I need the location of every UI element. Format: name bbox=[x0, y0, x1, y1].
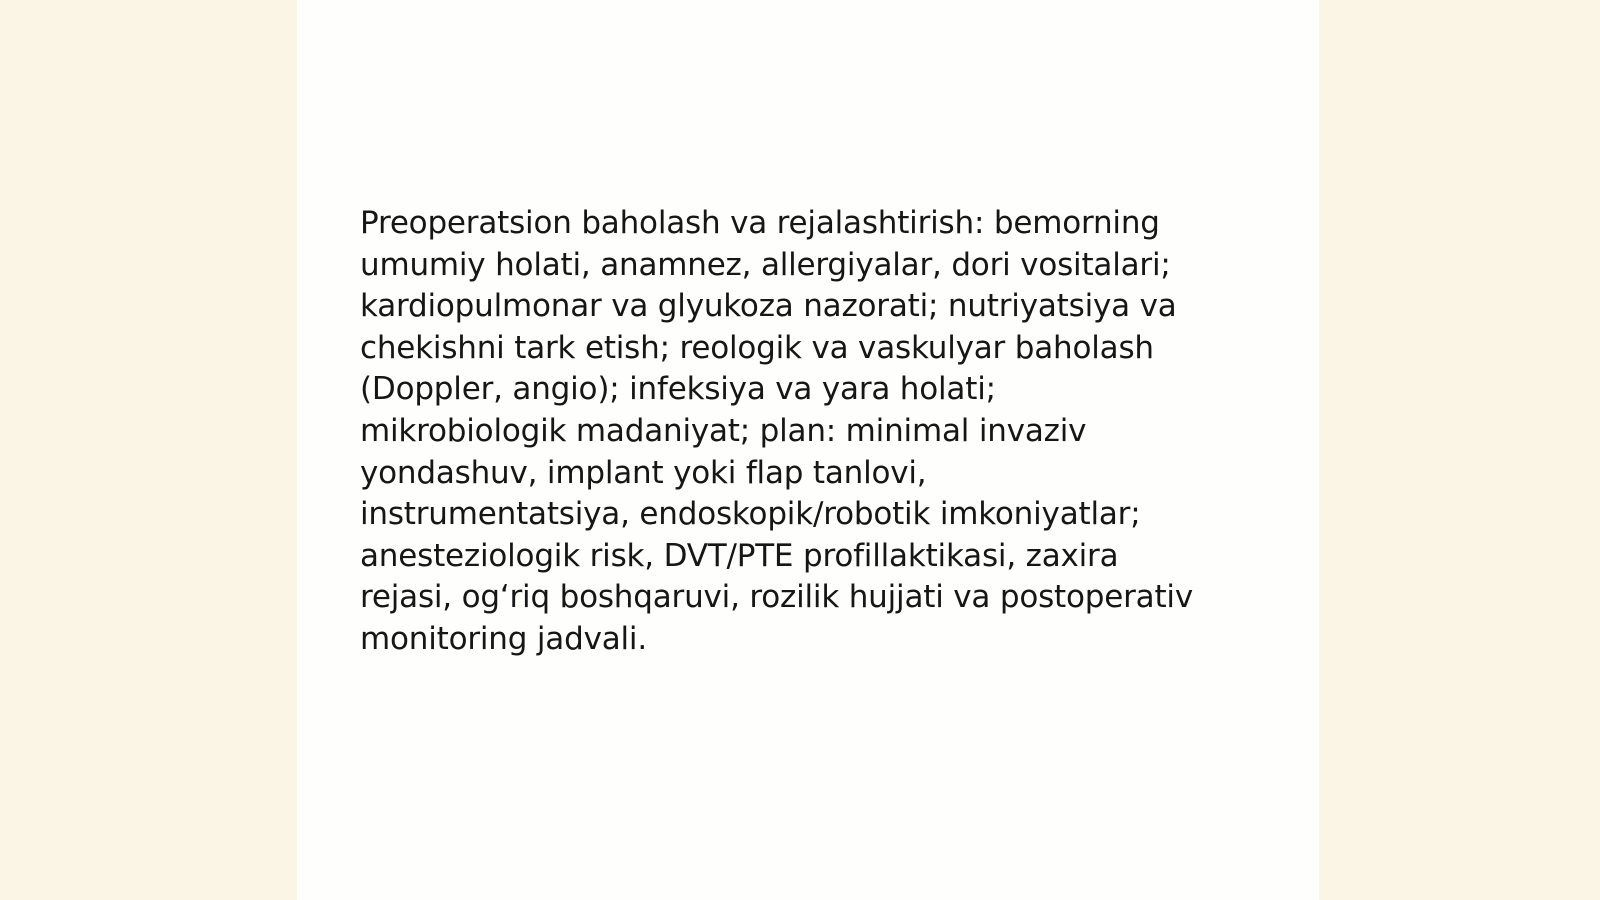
slide-canvas bbox=[297, 0, 1319, 900]
slide-body-text: Preoperatsion baholash va rejalashtirish: bemorning umumiy holati, anamnez, allergiyalar, dori vositalari; kardiopulmonar va glyukoza nazorati; nutriyatsiya va chekishni tark etish; reologik va vaskulyar baholash (Doppler, angio); infeksiya va yara holati; mikrobiologik madaniyat; plan: minimal invaziv yondashuv, implant yoki flap tanlovi, instrumentatsiya, endoskopik/robotik imkoniyatlar; anesteziologik risk, DVT/PTE profillaktikasi, zaxira rejasi, og‘riq boshqaruvi, rozilik hujjati va postoperativ monitoring jadvali. bbox=[360, 205, 1193, 657]
